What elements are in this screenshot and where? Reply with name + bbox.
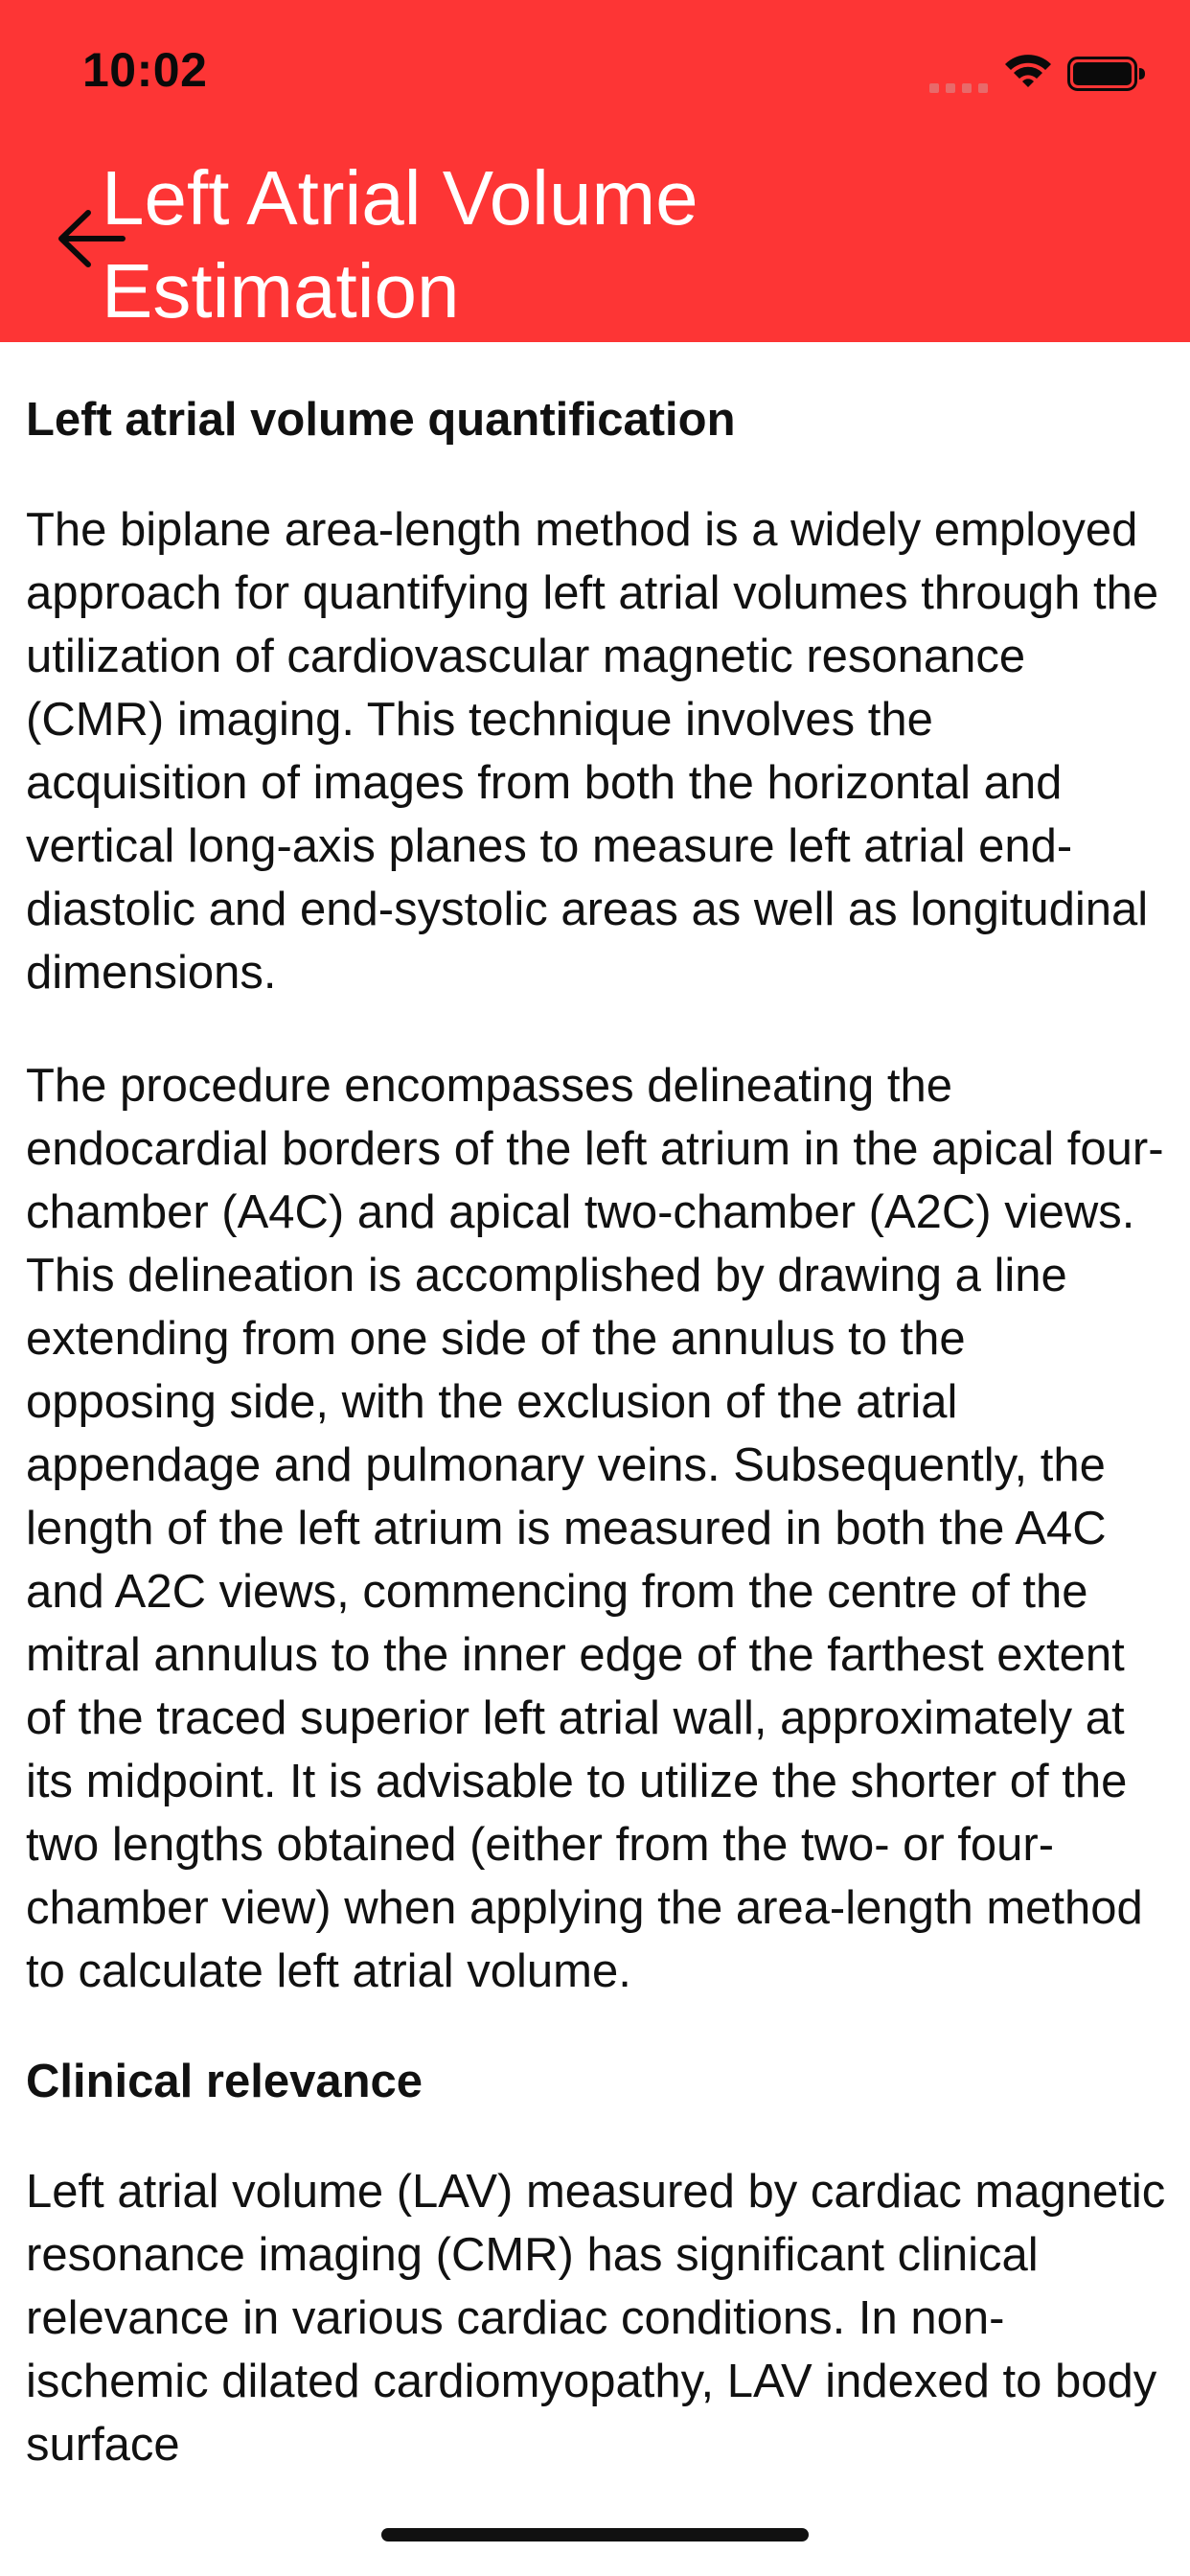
section-heading: Clinical relevance xyxy=(26,2056,423,2107)
cellular-signal-icon xyxy=(929,80,989,93)
paragraph: Left atrial volume (LAV) measured by cardiac magnetic resonance imaging (CMR) has significant clinical relevance in various cardiac conditions. In non-ischemic dilated cardiomyopathy, LAV indexed to body surface xyxy=(26,2166,1166,2471)
battery-icon xyxy=(1067,57,1146,91)
paragraph: The procedure encompasses delineating the endocardial borders of the left atrium in the apical four-chamber (A4C) and apical two-chamber (A2C) views. This delineation is accomplished by drawing a line extending from one side of the annulus to the opposing side, with the exclusion of the atrial appendage and pulmonary veins. Subsequently, the length of the left atrium is measured in both the A4C and A2C views, commencing from the centre of the mitral annulus to the inner edge of the farthest extent of the traced superior left atrial wall, approximately at its midpoint. It is advisable to utilize the shorter of the two lengths obtained (either from the two- or four-chamber view) when applying the area-length method to calculate left atrial volume. xyxy=(26,1060,1164,1997)
home-indicator[interactable] xyxy=(381,2528,809,2542)
section-heading: Left atrial volume quantification xyxy=(26,394,736,446)
app-header xyxy=(0,0,1190,342)
status-time: 10:02 xyxy=(82,43,208,97)
paragraph: The biplane area-length method is a widely employed approach for quantifying left atrial volumes through the utilization of cardiovascular magnetic resonance (CMR) imaging. This technique involves the acquisition of images from both the horizontal and vertical long-axis planes to measure left atrial end-diastolic and end-systolic areas as well as longitudinal dimensions. xyxy=(26,504,1159,999)
article-content xyxy=(26,391,1166,2526)
wifi-icon xyxy=(1003,51,1053,89)
page-title: Left Atrial Volume Estimation xyxy=(102,155,698,334)
status-bar xyxy=(0,0,1190,144)
